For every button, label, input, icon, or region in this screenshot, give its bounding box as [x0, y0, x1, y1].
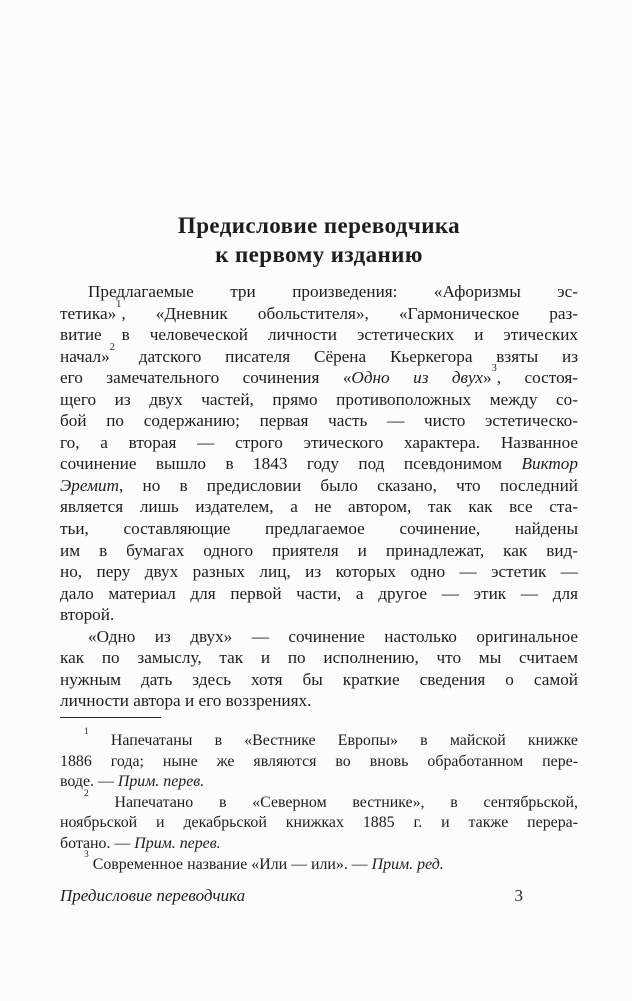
chapter-heading-line-1: Предисловие переводчика: [177, 213, 461, 238]
paragraph: [60, 281, 578, 626]
footnote-marker: 2: [84, 787, 89, 799]
text-line: Эремит, но в предисловии было сказано, что последний: [60, 475, 578, 495]
text-line: ноябрьской и декабрьской книжках 1885 г. и также перера-: [60, 814, 578, 832]
footnote: [60, 849, 578, 876]
text-line: личности автора и его воззрениях.: [60, 691, 312, 711]
chapter-heading-line-2: к первому изданию: [215, 242, 423, 267]
text-line: 1886 года; ныне же являются во вновь обработанном пере-: [60, 752, 578, 770]
footnote-separator: [60, 717, 161, 718]
text-line: дало материал для первой части, а другое — этик — для: [60, 583, 578, 603]
text-line: тьи, составляющие предлагаемое сочинение, найдены: [60, 519, 578, 539]
text-line: начал»$^2$ датского писателя Сёрена Кьеркегора взяты из: [60, 341, 578, 366]
body-text: [60, 281, 578, 712]
footnote: [60, 787, 578, 855]
text-line: $^2$ Напечатано в «Северном вестнике», в сентябрьской,: [84, 787, 578, 811]
footnote-marker: 3: [491, 363, 497, 375]
text-line: $^1$ Напечатаны в «Вестнике Европы» в майской книжке: [84, 725, 578, 749]
text-line: «Одно из двух» — сочинение настолько оригинальное: [88, 626, 578, 646]
text-line: тетика»$^1$, «Дневник обольстителя», «Гармоническое раз-: [60, 298, 578, 323]
footnote-marker: 2: [109, 341, 115, 353]
footnote: [60, 725, 578, 793]
text-line: щего из двух частей, прямо противоположных между со-: [60, 389, 578, 409]
text-line: го, а вторая — строго этического характера. Названное: [60, 432, 578, 452]
text-line: но, перу двух разных лиц, из которых одно — эстетик —: [60, 562, 578, 582]
text-line: Предлагаемые три произведения: «Афоризмы эс-: [88, 282, 578, 301]
page-number: 3: [514, 886, 523, 906]
text-line: как по замыслу, так и по исполнению, что мы считаем: [60, 648, 578, 668]
text-line: сочинение вышло в 1843 году под псевдонимом Виктор: [60, 454, 578, 474]
text-line: витие в человеческой личности эстетических и этических: [60, 325, 578, 345]
text-line: нужным дать здесь хотя бы краткие сведения о самой: [60, 669, 578, 689]
text-line: его замечательного сочинения «Одно из двух»$^3$, состоя-: [60, 363, 578, 388]
page-content: [60, 0, 578, 906]
text-line: второй.: [60, 605, 115, 625]
text-line: является лишь издателем, а не автором, так как все ста-: [60, 497, 578, 517]
footnote-marker: 1: [84, 725, 89, 737]
chapter-heading: [60, 211, 578, 269]
text-line: $^3$ Современное название «Или — или». — Прим. ред.: [84, 849, 444, 873]
text-line: воде. — Прим. перев.: [60, 773, 205, 791]
footnote-marker: 1: [116, 298, 122, 310]
page-footer: [60, 885, 578, 906]
paragraph: [60, 626, 578, 712]
text-line: бой по содержанию; первая часть — чисто эстетическо-: [60, 411, 578, 431]
text-line: ботано. — Прим. перев.: [60, 834, 221, 852]
footnotes-section: [60, 725, 578, 875]
text-line: им в бумагах одного приятеля и принадлежат, как вид-: [60, 540, 578, 560]
running-title: Предисловие переводчика: [60, 886, 246, 906]
footnote-marker: 3: [84, 849, 89, 861]
